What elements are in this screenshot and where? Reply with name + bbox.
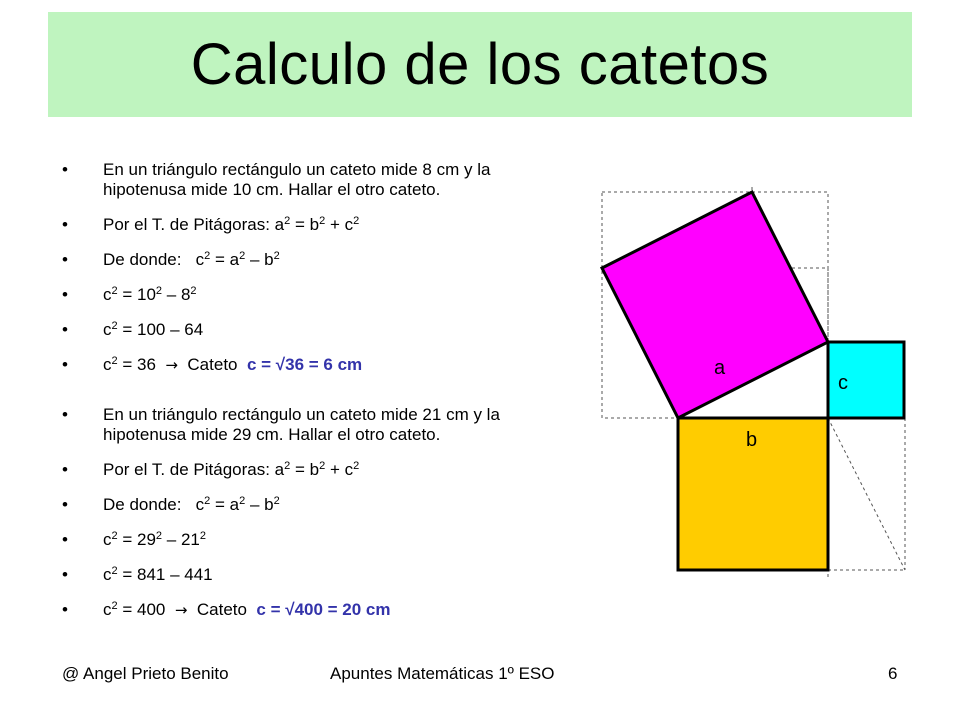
label-b: b	[746, 429, 758, 451]
ex1-de-donde: • De donde: $c^2 = a^2 - b^2$	[60, 250, 540, 270]
pythagoras-figure	[590, 175, 920, 585]
ex2-step2: • $c^2 = 841 - 441$	[60, 565, 540, 585]
arrow-icon: →	[174, 601, 188, 619]
footer-author: @ Angel Prieto Benito	[62, 664, 229, 683]
arrow-icon: →	[165, 356, 178, 374]
example-2-list	[60, 405, 540, 635]
footer-course: Apuntes Matemáticas 1º ESO	[330, 664, 555, 683]
ex1-result: c = √36 = 6 cm	[246, 355, 363, 374]
slide-title: Calculo de los catetos	[190, 32, 770, 97]
label-c: c	[838, 372, 848, 394]
ex2-de-donde: • De donde: $c^2 = a^2 - b^2$	[60, 495, 540, 515]
footer-page-number: 6	[888, 664, 898, 683]
ex1-pitagoras: • Por el T. de Pitágoras: $a^2 = b^2 + c^2$	[60, 215, 540, 235]
ex2-step3: • $c^2 = 400$ → Cateto c = √400 = 20 cm	[60, 600, 540, 620]
square-a	[602, 192, 828, 418]
example-1-list	[60, 160, 540, 390]
ex2-pitagoras: • Por el T. de Pitágoras: $a^2 = b^2 + c^2$	[60, 460, 540, 480]
ex2-step1: • $c^2 = 29^2 - 21^2$	[60, 530, 540, 550]
ex1-step2: • $c^2 = 100 - 64$	[60, 320, 540, 340]
title-bar	[48, 12, 912, 117]
label-a: a	[714, 357, 726, 379]
ex1-statement: • En un triángulo rectángulo un cateto mide 8 cm y la hipotenusa mide 10 cm. Hallar el otro cateto.	[60, 160, 540, 200]
ex1-step1: • $c^2 = 10^2 - 8^2$	[60, 285, 540, 305]
ex2-result: c = √400 = 20 cm	[256, 600, 391, 619]
ex2-statement: • En un triángulo rectángulo un cateto mide 21 cm y la hipotenusa mide 29 cm. Hallar el otro cateto.	[60, 405, 540, 445]
ex1-step3: • $c^2 = 36$ → Cateto c = √36 = 6 cm	[60, 355, 540, 375]
